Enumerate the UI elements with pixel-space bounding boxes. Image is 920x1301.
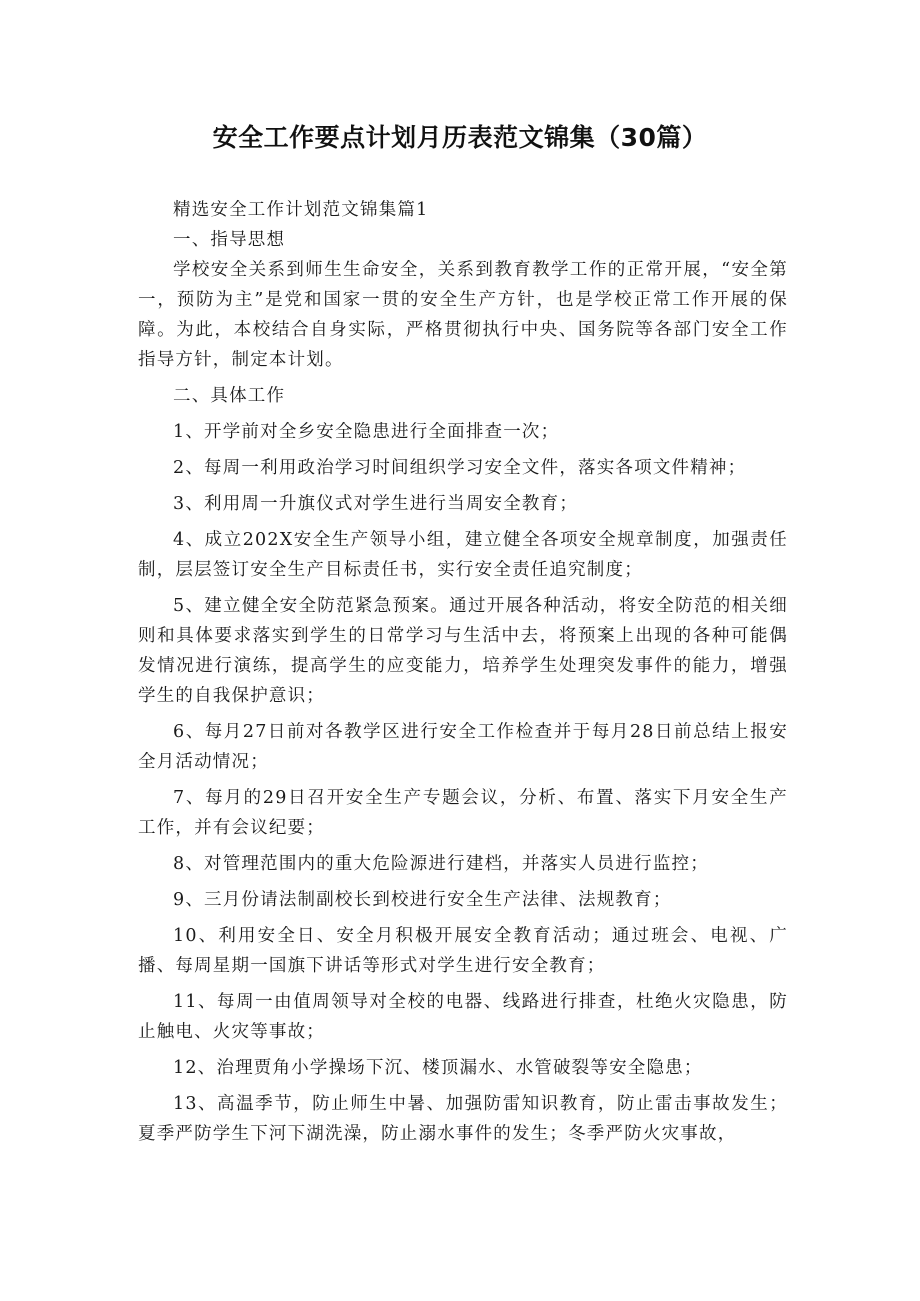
list-item-4: 4、成立202X安全生产领导小组，建立健全各项安全规章制度，加强责任制，层层签订安全生产目标责任书，实行安全责任追究制度；	[138, 530, 788, 580]
paragraph-guiding-ideology: 学校安全关系到师生生命安全，关系到教育教学工作的正常开展，“安全第一，预防为主”是党和国家一贯的安全生产方针，也是学校正常工作开展的保障。为此，本校结合自身实际，严格贯彻执行中央、国务院等各部门安全工作指导方针，制定本计划。	[138, 260, 788, 370]
list-item-13: 13、高温季节，防止师生中暑、加强防雷知识教育，防止雷击事故发生；夏季严防学生下河下湖洗澡，防止溺水事件的发生；冬季严防火灾事故，	[138, 1094, 788, 1144]
list-item-12: 12、治理贾角小学操场下沉、楼顶漏水、水管破裂等安全隐患；	[173, 1058, 703, 1078]
list-item-10: 10、利用安全日、安全月积极开展安全教育活动；通过班会、电视、广播、每周星期一国旗下讲话等形式对学生进行安全教育；	[138, 926, 788, 976]
list-item-11: 11、每周一由值周领导对全校的电器、线路进行排查，杜绝火灾隐患，防止触电、火灾等事故；	[138, 992, 788, 1042]
list-item-5: 5、建立健全安全防范紧急预案。通过开展各种活动，将安全防范的相关细则和具体要求落实到学生的日常学习与生活中去，将预案上出现的各种可能偶发情况进行演练，提高学生的应变能力，培养学生处理突发事件的能力，增强学生的自我保护意识；	[138, 596, 788, 706]
list-item-6: 6、每月27日前对各教学区进行安全工作检查并于每月28日前总结上报安全月活动情况；	[138, 722, 788, 772]
list-item-9: 9、三月份请法制副校长到校进行安全生产法律、法规教育；	[173, 890, 672, 910]
section-heading-article-1: 精选安全工作计划范文锦集篇1	[173, 200, 429, 220]
section-heading-guiding-ideology: 一、指导思想	[173, 230, 286, 250]
list-item-3: 3、利用周一升旗仪式对学生进行当周安全教育；	[173, 494, 579, 514]
list-item-7: 7、每月的29日召开安全生产专题会议，分析、布置、落实下月安全生产工作，并有会议纪要；	[138, 788, 788, 838]
list-item-2: 2、每周一利用政治学习时间组织学习安全文件，落实各项文件精神；	[173, 458, 747, 478]
document-body	[138, 195, 788, 1149]
section-heading-specific-work: 二、具体工作	[173, 386, 286, 406]
document-title: 安全工作要点计划月历表范文锦集（30篇）	[212, 123, 708, 152]
list-item-8: 8、对管理范围内的重大危险源进行建档，并落实人员进行监控；	[173, 854, 709, 874]
list-item-1: 1、开学前对全乡安全隐患进行全面排查一次；	[173, 422, 560, 442]
